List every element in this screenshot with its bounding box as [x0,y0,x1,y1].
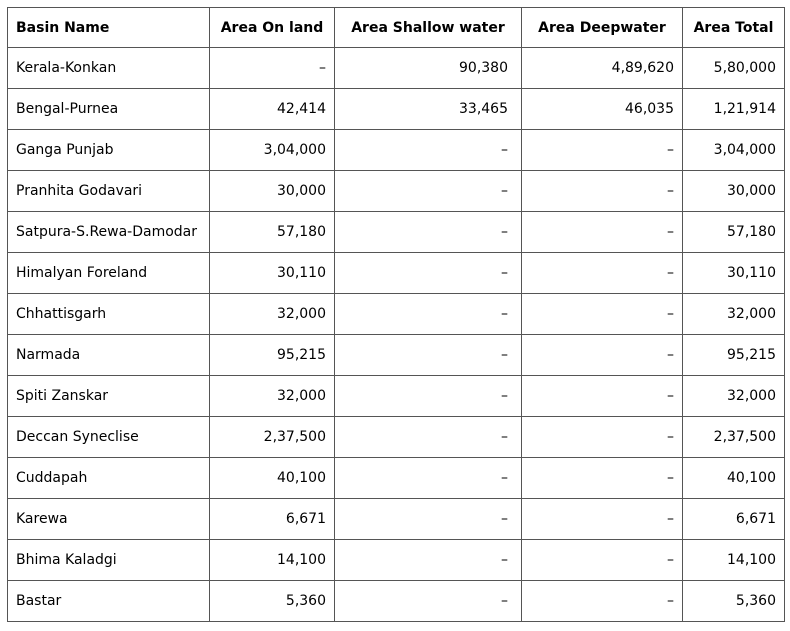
table-row [8,417,785,458]
area-total-cell: 3,04,000 [683,130,785,171]
basin-name-cell: Himalyan Foreland [8,253,210,294]
header-area-deepwater: Area Deepwater [522,8,683,48]
table-row [8,540,785,581]
area-on-land-cell: 5,360 [210,581,335,622]
area-total-cell: 30,110 [683,253,785,294]
area-shallow-water-cell: – [335,540,522,581]
area-deepwater-cell: – [522,458,683,499]
header-row [8,8,785,48]
area-on-land-cell: 3,04,000 [210,130,335,171]
table-body [8,48,785,622]
table-row [8,212,785,253]
area-shallow-water-cell: – [335,581,522,622]
area-on-land-cell: 32,000 [210,294,335,335]
area-on-land-cell: – [210,48,335,89]
basin-name-cell: Kerala-Konkan [8,48,210,89]
area-on-land-cell: 14,100 [210,540,335,581]
basin-name-cell: Karewa [8,499,210,540]
basin-name-cell: Cuddapah [8,458,210,499]
area-total-cell: 32,000 [683,376,785,417]
area-deepwater-cell: – [522,581,683,622]
table-row [8,581,785,622]
basin-name-cell: Satpura-S.Rewa-Damodar [8,212,210,253]
basin-name-cell: Pranhita Godavari [8,171,210,212]
area-deepwater-cell: – [522,253,683,294]
area-deepwater-cell: – [522,294,683,335]
area-shallow-water-cell: 90,380 [335,48,522,89]
area-on-land-cell: 2,37,500 [210,417,335,458]
area-deepwater-cell: – [522,499,683,540]
table-row [8,89,785,130]
area-total-cell: 32,000 [683,294,785,335]
area-total-cell: 1,21,914 [683,89,785,130]
area-total-cell: 2,37,500 [683,417,785,458]
area-deepwater-cell: 46,035 [522,89,683,130]
area-on-land-cell: 57,180 [210,212,335,253]
area-shallow-water-cell: – [335,294,522,335]
area-shallow-water-cell: – [335,130,522,171]
header-area-on-land: Area On land [210,8,335,48]
area-deepwater-cell: – [522,130,683,171]
area-total-cell: 5,80,000 [683,48,785,89]
area-on-land-cell: 40,100 [210,458,335,499]
area-deepwater-cell: 4,89,620 [522,48,683,89]
area-total-cell: 57,180 [683,212,785,253]
area-shallow-water-cell: – [335,417,522,458]
area-on-land-cell: 30,000 [210,171,335,212]
table-row [8,253,785,294]
basin-name-cell: Spiti Zanskar [8,376,210,417]
basin-area-table [7,7,785,622]
header-area-total: Area Total [683,8,785,48]
table-row [8,458,785,499]
table-row [8,376,785,417]
header-area-shallow-water: Area Shallow water [335,8,522,48]
area-shallow-water-cell: – [335,212,522,253]
header-basin-name: Basin Name [8,8,210,48]
area-deepwater-cell: – [522,335,683,376]
area-deepwater-cell: – [522,540,683,581]
area-shallow-water-cell: – [335,171,522,212]
table-row [8,294,785,335]
area-shallow-water-cell: 33,465 [335,89,522,130]
area-total-cell: 40,100 [683,458,785,499]
area-deepwater-cell: – [522,212,683,253]
area-on-land-cell: 42,414 [210,89,335,130]
area-on-land-cell: 30,110 [210,253,335,294]
basin-name-cell: Bengal-Purnea [8,89,210,130]
area-total-cell: 6,671 [683,499,785,540]
table-row [8,499,785,540]
area-total-cell: 5,360 [683,581,785,622]
basin-name-cell: Bastar [8,581,210,622]
area-on-land-cell: 32,000 [210,376,335,417]
table-header [8,8,785,48]
area-shallow-water-cell: – [335,253,522,294]
area-total-cell: 14,100 [683,540,785,581]
table-row [8,130,785,171]
area-deepwater-cell: – [522,376,683,417]
basin-name-cell: Bhima Kaladgi [8,540,210,581]
basin-name-cell: Narmada [8,335,210,376]
area-shallow-water-cell: – [335,335,522,376]
area-on-land-cell: 6,671 [210,499,335,540]
area-shallow-water-cell: – [335,376,522,417]
basin-name-cell: Chhattisgarh [8,294,210,335]
table-row [8,335,785,376]
table-row [8,48,785,89]
area-total-cell: 30,000 [683,171,785,212]
area-shallow-water-cell: – [335,458,522,499]
area-total-cell: 95,215 [683,335,785,376]
area-deepwater-cell: – [522,417,683,458]
area-on-land-cell: 95,215 [210,335,335,376]
area-shallow-water-cell: – [335,499,522,540]
basin-name-cell: Deccan Syneclise [8,417,210,458]
area-deepwater-cell: – [522,171,683,212]
table-row [8,171,785,212]
basin-name-cell: Ganga Punjab [8,130,210,171]
